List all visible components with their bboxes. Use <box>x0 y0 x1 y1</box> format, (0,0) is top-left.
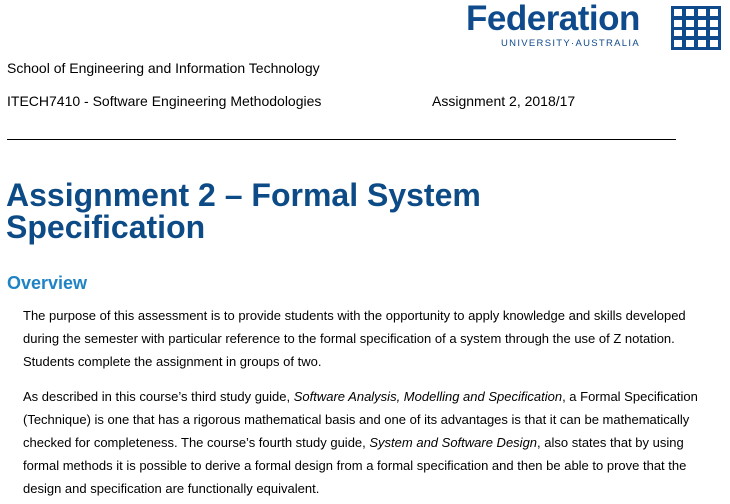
assignment-reference: Assignment 2, 2018/17 <box>432 93 576 109</box>
paragraph-2-text-a: As described in this course’s third study guide, <box>23 389 294 404</box>
section-heading-overview: Overview <box>7 273 88 293</box>
federation-university-logo <box>466 2 728 52</box>
document-title: Assignment 2 – Formal System Specification <box>6 177 481 245</box>
logo-wordmark: Federation <box>466 0 640 38</box>
paragraph-2-text-c: , also states that by using formal methods it is possible to derive a formal design from a formal specification and then be able to prove that the design and specification are functionally equivalent. <box>23 435 687 496</box>
overview-paragraph-1: The purpose of this assessment is to provide students with the opportunity to apply knowledge and skills developed during the semester with particular reference to the formal specification of a system through the use of Z notation. Students complete the assignment in groups of two. <box>23 308 686 369</box>
study-guide-4-title: System and Software Design <box>369 435 538 450</box>
study-guide-3-title: Software Analysis, Modelling and Specification <box>293 389 563 404</box>
school-name: School of Engineering and Information Technology <box>7 60 320 76</box>
overview-paragraph-2 <box>23 385 723 500</box>
course-code-title: ITECH7410 - Software Engineering Methodologies <box>7 93 322 109</box>
logo-subtitle: UNIVERSITY·AUSTRALIA <box>501 38 640 49</box>
paragraph-2-text-b: , a Formal Specification (Technique) is one that has a rigorous mathematical basis and one of its advantages is that it can be mathematically checked for completeness. The course’s fourth study guide, <box>23 389 698 450</box>
flag-icon <box>671 6 721 50</box>
header-rule <box>7 139 676 140</box>
